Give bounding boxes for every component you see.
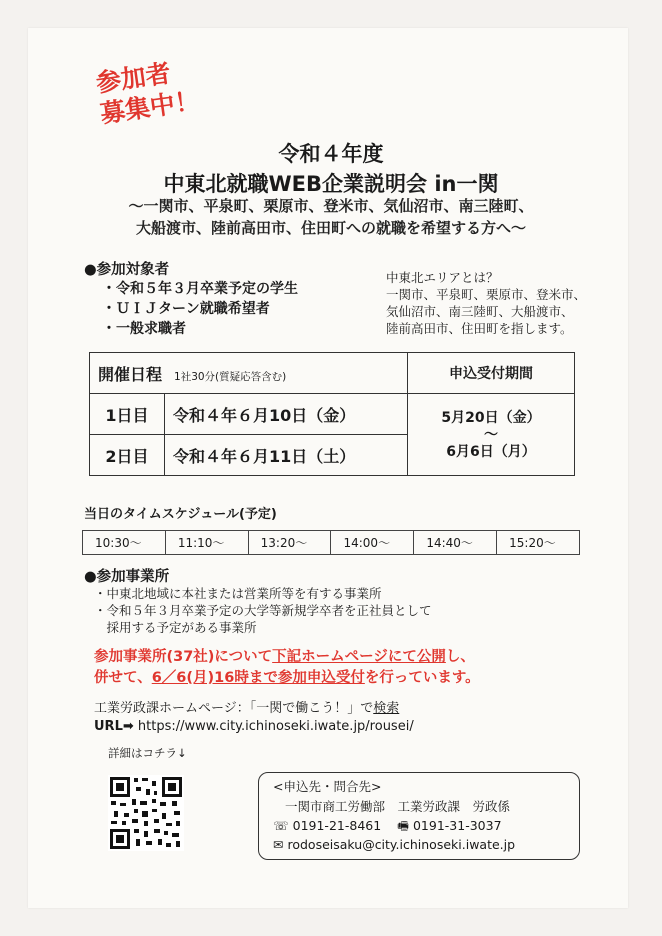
day2-label: 2日目 bbox=[90, 435, 165, 476]
area-line: 一関市、平泉町、栗原市、登米市、 bbox=[386, 287, 587, 302]
subtitle-line2: 大船渡市、陸前高田市、住田町への就職を希望する方へ～ bbox=[135, 219, 526, 237]
schedule-table bbox=[89, 352, 575, 476]
apply-period bbox=[408, 394, 575, 476]
companies-heading: ●参加事業所 bbox=[84, 569, 170, 585]
participant-item: ・ＵＩＪターン就職希望者 bbox=[102, 301, 270, 317]
area-line: 気仙沼市、南三陸町、大船渡市、 bbox=[386, 304, 574, 319]
area-note bbox=[386, 269, 586, 337]
url-label: URL➡ bbox=[94, 719, 134, 734]
timetable-heading: 当日のタイムスケジュール(予定) bbox=[84, 507, 277, 522]
details-text: 詳細はコチラ↓ bbox=[108, 746, 187, 760]
notice-text: 併せて、 bbox=[94, 670, 152, 686]
apply-end: 6月6日（月） bbox=[446, 443, 536, 460]
time-slot: 14:00～ bbox=[331, 531, 414, 555]
participants-heading: ●参加対象者 bbox=[84, 262, 170, 278]
schedule-header-cell bbox=[90, 353, 408, 394]
area-line: 陸前高田市、住田町を指します。 bbox=[386, 321, 573, 336]
qr-code[interactable] bbox=[108, 775, 184, 851]
contact-email[interactable]: rodoseisaku@city.ichinoseki.iwate.jp bbox=[287, 837, 516, 852]
qr-code-icon bbox=[108, 775, 184, 851]
notice-text: し、 bbox=[445, 649, 475, 665]
url-line bbox=[94, 718, 414, 735]
schedule-note: 1社30分(質疑応答含む) bbox=[174, 370, 287, 383]
notice-text: を行っています。 bbox=[364, 670, 480, 686]
schedule-header: 開催日程 bbox=[98, 364, 163, 384]
time-slot: 14:40～ bbox=[414, 531, 497, 555]
notice-line1 bbox=[94, 647, 475, 668]
participant-item: ・令和５年３月卒業予定の学生 bbox=[102, 281, 298, 297]
company-item: ・中東北地域に本社または営業所等を有する事業所 bbox=[94, 586, 382, 601]
timetable bbox=[82, 530, 580, 555]
area-heading: 中東北エリアとは？ bbox=[386, 270, 499, 285]
day1-date: 令和４年６月10日（金） bbox=[165, 394, 408, 435]
email-icon: ✉ bbox=[273, 837, 284, 852]
time-slot: 10:30～ bbox=[83, 531, 166, 555]
time-slot: 15:20～ bbox=[497, 531, 580, 555]
company-item: 採用する予定がある事業所 bbox=[94, 620, 257, 635]
page-title-event: 中東北就職WEB企業説明会 in一関 bbox=[163, 172, 499, 196]
time-slot: 13:20～ bbox=[248, 531, 331, 555]
apply-header: 申込受付期間 bbox=[408, 353, 575, 394]
day2-date: 令和４年６月11日（土） bbox=[165, 435, 408, 476]
page-title-year: 令和４年度 bbox=[278, 142, 384, 166]
participant-item: ・一般求職者 bbox=[102, 321, 186, 337]
contact-heading: <申込先・問合先> bbox=[273, 779, 382, 794]
search-link[interactable]: 検索 bbox=[373, 701, 400, 716]
homepage-line bbox=[94, 700, 399, 717]
contact-email-row bbox=[273, 837, 515, 852]
apply-start: 5月20日（金） bbox=[441, 409, 541, 426]
contact-box bbox=[258, 772, 580, 860]
contact-org: 一関市商工労働部 工業労政課 労政係 bbox=[285, 799, 511, 814]
contact-fax: 0191-31-3037 bbox=[412, 818, 502, 833]
company-item: ・令和５年３月卒業予定の大学等新規学卒者を正社員として bbox=[94, 603, 432, 618]
fax-icon: 🖷 bbox=[397, 818, 409, 833]
contact-tel[interactable]: 0191-21-8461 bbox=[292, 818, 382, 833]
recruit-line2: 募集中！ bbox=[98, 85, 202, 129]
notice-link: 下記ホームページにて公開 bbox=[272, 649, 446, 665]
apply-tilde: ～ bbox=[484, 426, 498, 443]
notice-text: 参加事業所(37社)について bbox=[94, 649, 273, 665]
recruit-line1: 参加者 bbox=[94, 58, 173, 98]
notice-deadline: 6／6(月)16時まで参加申込受付 bbox=[151, 670, 365, 686]
homepage-url[interactable]: https://www.city.ichinoseki.iwate.jp/rousei/ bbox=[137, 719, 414, 734]
homepage-text: 工業労政課ホームページ：「一関で働こう！」で bbox=[94, 701, 374, 716]
notice-line2 bbox=[94, 668, 480, 689]
phone-icon: ☏ bbox=[273, 818, 289, 833]
subtitle-line1: ～一関市、平泉町、栗原市、登米市、気仙沼市、南三陸町、 bbox=[128, 197, 534, 215]
day1-label: 1日目 bbox=[90, 394, 165, 435]
time-slot: 11:10～ bbox=[165, 531, 248, 555]
contact-phones bbox=[273, 817, 502, 838]
